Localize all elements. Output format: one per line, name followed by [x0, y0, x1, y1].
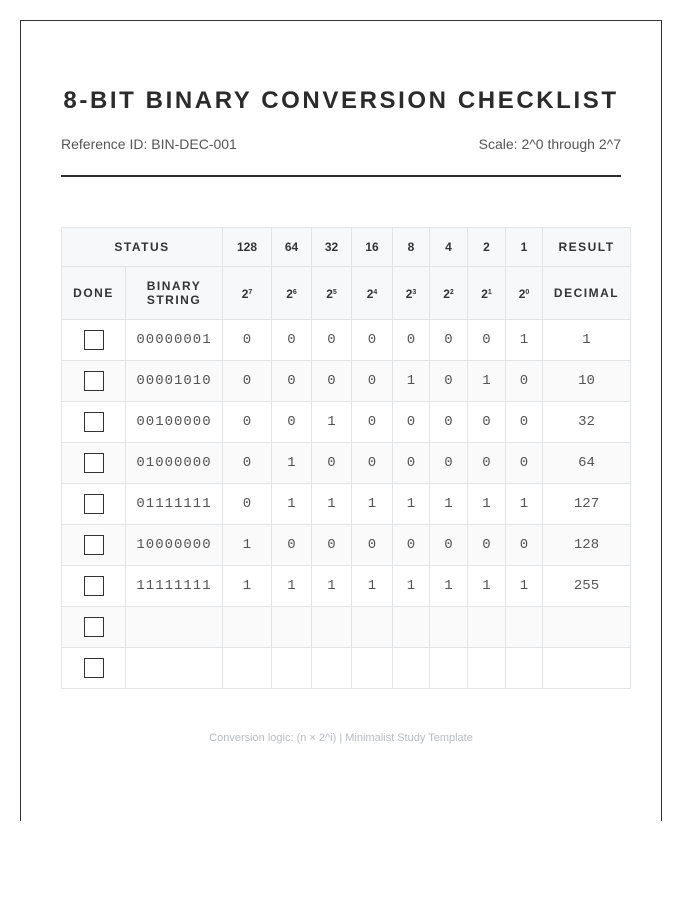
power-base: 2	[286, 286, 293, 301]
bit-cell	[223, 648, 272, 689]
bit-cell: 0	[468, 443, 506, 484]
bit-cell: 1	[506, 566, 543, 607]
bit-cell: 0	[506, 525, 543, 566]
done-checkbox[interactable]	[84, 658, 104, 678]
bit-cell: 1	[393, 361, 430, 402]
table-row	[62, 320, 631, 361]
power-exponent: 4	[373, 288, 378, 296]
binary-string-cell: 00000001	[126, 320, 223, 361]
bit-cell: 0	[393, 443, 430, 484]
done-checkbox[interactable]	[84, 371, 104, 391]
power-exponent: 0	[525, 288, 530, 296]
bit-cell: 0	[430, 402, 468, 443]
table-row	[62, 443, 631, 484]
bit-cell: 0	[223, 320, 272, 361]
bit-cell: 0	[223, 402, 272, 443]
bit-cell	[393, 607, 430, 648]
bit-cell: 1	[223, 525, 272, 566]
done-cell	[62, 525, 126, 566]
decimal-cell: 255	[543, 566, 631, 607]
binary-string-cell: 11111111	[126, 566, 223, 607]
done-checkbox[interactable]	[84, 535, 104, 555]
bit-cell: 0	[272, 402, 312, 443]
bit-cell: 0	[506, 443, 543, 484]
power-base: 2	[366, 286, 374, 301]
bit-cell: 0	[393, 402, 430, 443]
bit-cell: 0	[393, 525, 430, 566]
power-header	[393, 267, 430, 320]
bit-cell: 0	[468, 320, 506, 361]
power-base: 2	[443, 286, 450, 301]
power-base: 2	[241, 286, 249, 301]
done-checkbox[interactable]	[84, 494, 104, 514]
power-exponent: 6	[292, 288, 297, 296]
power-exponent: 1	[487, 288, 492, 296]
place-value-header: 1	[506, 228, 543, 267]
binary-string-cell: 10000000	[126, 525, 223, 566]
bit-cell: 0	[430, 320, 468, 361]
bit-cell	[506, 648, 543, 689]
decimal-cell	[543, 607, 631, 648]
bit-cell: 0	[272, 320, 312, 361]
power-header	[312, 267, 352, 320]
table-row	[62, 648, 631, 689]
bit-cell: 1	[312, 566, 352, 607]
bit-cell: 1	[312, 484, 352, 525]
result-header: RESULT	[543, 228, 631, 267]
done-checkbox[interactable]	[84, 453, 104, 473]
bit-cell: 1	[352, 484, 393, 525]
bit-cell: 0	[312, 361, 352, 402]
checklist-page	[20, 20, 662, 821]
done-cell	[62, 648, 126, 689]
bit-cell: 0	[223, 361, 272, 402]
bit-cell: 1	[223, 566, 272, 607]
scale-label: Scale: 2^0 through 2^7	[478, 136, 621, 152]
bit-cell	[506, 607, 543, 648]
place-value-header: 4	[430, 228, 468, 267]
bit-cell: 0	[430, 443, 468, 484]
place-value-header: 8	[393, 228, 430, 267]
table-row	[62, 361, 631, 402]
bit-cell: 0	[506, 402, 543, 443]
table-row	[62, 566, 631, 607]
bit-cell: 1	[430, 566, 468, 607]
bit-cell: 1	[272, 443, 312, 484]
bit-cell	[272, 607, 312, 648]
decimal-cell: 10	[543, 361, 631, 402]
table-row	[62, 607, 631, 648]
reference-id: Reference ID: BIN-DEC-001	[61, 136, 237, 152]
bit-cell: 1	[506, 484, 543, 525]
bit-cell: 1	[272, 566, 312, 607]
bit-cell: 1	[352, 566, 393, 607]
place-value-header: 64	[272, 228, 312, 267]
done-cell	[62, 607, 126, 648]
bit-cell: 1	[393, 566, 430, 607]
bit-cell: 0	[352, 320, 393, 361]
done-checkbox[interactable]	[84, 576, 104, 596]
bit-cell: 1	[468, 484, 506, 525]
table-row	[62, 484, 631, 525]
done-cell	[62, 402, 126, 443]
bit-cell: 1	[468, 566, 506, 607]
bit-cell: 0	[352, 443, 393, 484]
bit-cell: 1	[430, 484, 468, 525]
bit-cell	[468, 607, 506, 648]
binary-string-header	[126, 267, 223, 320]
power-header	[223, 267, 272, 320]
place-value-header: 2	[468, 228, 506, 267]
power-base: 2	[405, 286, 413, 301]
binary-string-cell	[126, 607, 223, 648]
bit-cell	[312, 607, 352, 648]
binary-string-cell	[126, 648, 223, 689]
bit-cell: 0	[272, 525, 312, 566]
done-checkbox[interactable]	[84, 412, 104, 432]
power-base: 2	[481, 286, 488, 301]
done-cell	[62, 443, 126, 484]
bit-cell: 0	[312, 443, 352, 484]
bit-cell: 0	[312, 320, 352, 361]
power-exponent: 5	[332, 288, 337, 296]
bit-cell: 1	[393, 484, 430, 525]
done-cell	[62, 484, 126, 525]
conversion-table	[61, 227, 631, 689]
decimal-cell	[543, 648, 631, 689]
header-row-place-values	[62, 228, 631, 267]
bit-cell: 0	[506, 361, 543, 402]
decimal-cell: 64	[543, 443, 631, 484]
done-cell	[62, 320, 126, 361]
power-header	[272, 267, 312, 320]
bit-cell	[312, 648, 352, 689]
decimal-cell: 128	[543, 525, 631, 566]
decimal-header: DECIMAL	[543, 267, 631, 320]
binary-string-header-line1: BINARY	[146, 279, 202, 293]
bit-cell	[352, 648, 393, 689]
header-divider	[61, 175, 621, 177]
bit-cell: 0	[430, 361, 468, 402]
bit-cell: 0	[468, 402, 506, 443]
bit-cell: 0	[393, 320, 430, 361]
bit-cell: 0	[272, 361, 312, 402]
binary-string-cell: 00001010	[126, 361, 223, 402]
power-header	[468, 267, 506, 320]
binary-string-cell: 00100000	[126, 402, 223, 443]
decimal-cell: 32	[543, 402, 631, 443]
bit-cell: 0	[223, 484, 272, 525]
header-row-powers	[62, 267, 631, 320]
power-exponent: 3	[412, 288, 417, 296]
place-value-header: 32	[312, 228, 352, 267]
bit-cell: 0	[352, 402, 393, 443]
bit-cell	[468, 648, 506, 689]
bit-cell	[223, 607, 272, 648]
status-header: STATUS	[62, 228, 223, 267]
done-header: DONE	[62, 267, 126, 320]
decimal-cell: 1	[543, 320, 631, 361]
done-cell	[62, 566, 126, 607]
done-checkbox[interactable]	[84, 617, 104, 637]
bit-cell: 0	[312, 525, 352, 566]
bit-cell	[430, 607, 468, 648]
done-checkbox[interactable]	[84, 330, 104, 350]
bit-cell	[272, 648, 312, 689]
power-base: 2	[518, 286, 526, 301]
bit-cell: 0	[468, 525, 506, 566]
binary-string-header-line2: STRING	[146, 293, 202, 307]
place-value-header: 16	[352, 228, 393, 267]
bit-cell	[393, 648, 430, 689]
place-value-header: 128	[223, 228, 272, 267]
bit-cell: 0	[352, 525, 393, 566]
bit-cell	[352, 607, 393, 648]
bit-cell: 0	[223, 443, 272, 484]
power-exponent: 2	[449, 288, 454, 296]
done-cell	[62, 361, 126, 402]
page-title: 8-BIT BINARY CONVERSION CHECKLIST	[63, 87, 619, 114]
power-header	[506, 267, 543, 320]
bit-cell: 1	[312, 402, 352, 443]
decimal-cell: 127	[543, 484, 631, 525]
bit-cell: 0	[430, 525, 468, 566]
bit-cell: 1	[506, 320, 543, 361]
bit-cell	[430, 648, 468, 689]
bit-cell: 0	[352, 361, 393, 402]
footer-note: Conversion logic: (n × 2^i) | Minimalist Study Template	[209, 732, 473, 744]
power-exponent: 7	[248, 288, 253, 296]
table-row	[62, 525, 631, 566]
power-base: 2	[326, 286, 333, 301]
table-row	[62, 402, 631, 443]
table-body	[62, 320, 631, 689]
binary-string-cell: 01000000	[126, 443, 223, 484]
bit-cell: 1	[272, 484, 312, 525]
bit-cell: 1	[468, 361, 506, 402]
power-header	[352, 267, 393, 320]
power-header	[430, 267, 468, 320]
binary-string-cell: 01111111	[126, 484, 223, 525]
